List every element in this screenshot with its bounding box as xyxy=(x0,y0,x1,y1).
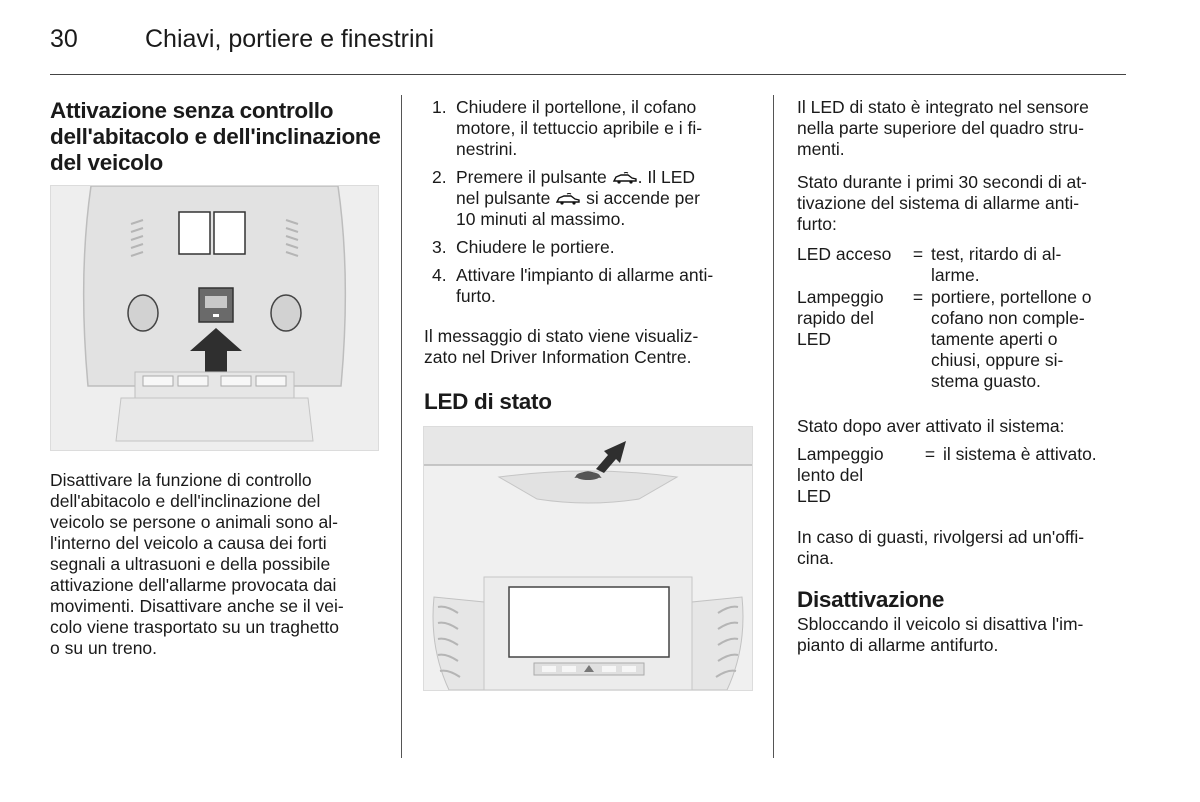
column-divider-1 xyxy=(401,95,402,758)
section-heading-no-cabin-control: Attivazione senza controllo dell'abitacolo e dell'inclinazione del veicolo xyxy=(50,98,381,175)
step-2: 2. Premere il pulsante . Il LED nel pulsante si accende per 10 minuti al massimo. xyxy=(432,167,700,229)
section-heading-disattivazione: Disattivazione xyxy=(797,587,945,612)
car-alarm-icon xyxy=(612,172,638,184)
after-activation-text: Stato dopo aver attivato il sistema: xyxy=(797,416,1065,436)
led-status-table-1 xyxy=(797,244,1121,392)
overhead-console-illustration xyxy=(51,186,378,450)
led-intro-text: Il LED di stato è integrato nel sensore nella parte superiore del quadro stru- menti. xyxy=(797,97,1089,159)
step-3: 3. Chiudere le portiere. xyxy=(432,237,615,257)
table-row: Lampeggio lento del LED = il sistema è attivato. xyxy=(797,444,1097,506)
header-rule xyxy=(50,74,1126,75)
dashboard-led-figure xyxy=(423,426,753,691)
dashboard-illustration xyxy=(424,427,752,690)
step-4: 4. Attivare l'impianto di allarme anti- furto. xyxy=(432,265,714,306)
steps-list xyxy=(424,97,759,314)
table-row: LED acceso = test, ritardo di al- larme. xyxy=(797,244,1062,285)
car-alarm-icon xyxy=(555,193,581,205)
first-30-seconds-text: Stato durante i primi 30 secondi di at- tivazione del sistema di allarme anti- furto: xyxy=(797,172,1087,234)
table-row: Lampeggio rapido del LED = portiere, portellone o cofano non comple- tamente aperti o chiusi, oppure si- stema guasto. xyxy=(797,287,1092,391)
body-text-deactivate-control: Disattivare la funzione di controllo dell'abitacolo e dell'inclinazione del veicolo se persone o animali sono al- l'interno del veicolo a causa dei forti segnali a ultrasuoni e della possibile attivazione dell'allarme provocata dai movimenti. Disattivare anche se il vei- colo viene trasportato su un traghetto o su un treno. xyxy=(50,470,344,658)
column-divider-2 xyxy=(773,95,774,758)
overhead-console-figure xyxy=(50,185,379,451)
disattivazione-text: Sbloccando il veicolo si disattiva l'im- pianto di allarme antifurto. xyxy=(797,614,1084,655)
status-message-text: Il messaggio di stato viene visualiz- zato nel Driver Information Centre. xyxy=(424,326,699,367)
step-1: 1. Chiudere il portellone, il cofano motore, il tettuccio apribile e i fi- nestrini. xyxy=(432,97,703,159)
page-number: 30 xyxy=(50,25,78,53)
led-status-table-2 xyxy=(797,444,1133,507)
section-heading-led-status: LED di stato xyxy=(424,389,552,414)
fault-text: In caso di guasti, rivolgersi ad un'offi- cina. xyxy=(797,527,1085,568)
page-title: Chiavi, portiere e finestrini xyxy=(145,25,435,53)
